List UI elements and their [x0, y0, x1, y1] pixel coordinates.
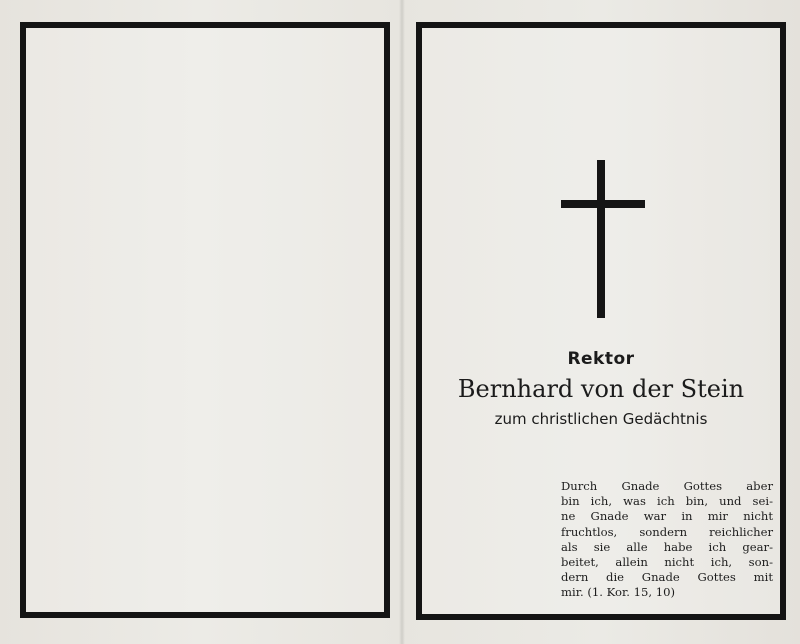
latin-cross-icon	[561, 160, 645, 320]
cross-vertical-bar	[597, 160, 605, 318]
verse-line: bin ich, was ich bin, und sei-	[561, 494, 773, 509]
title-block	[422, 348, 780, 430]
center-fold	[399, 0, 405, 644]
verse-line: als sie alle habe ich gear-	[561, 539, 773, 554]
verse-line: Durch Gnade Gottes aber	[561, 479, 773, 493]
deceased-name: Bernhard von der Stein	[457, 375, 745, 403]
cross-horizontal-bar	[561, 200, 645, 208]
verse-line: dern die Gnade Gottes mit	[561, 570, 773, 585]
verse-line: beitet, allein nicht ich, son-	[561, 555, 773, 570]
verse-line: fruchtlos, sondern reichlicher	[561, 524, 773, 539]
memorial-subtitle: zum christlichen Gedächtnis	[494, 410, 708, 428]
right-panel	[416, 22, 786, 620]
left-panel-blank	[20, 22, 390, 618]
verse-line: mir. (1. Kor. 15, 10)	[561, 585, 675, 600]
rank-title: Rektor	[567, 349, 635, 369]
verse-line: ne Gnade war in mir nicht	[561, 509, 773, 524]
bible-verse	[561, 479, 773, 601]
